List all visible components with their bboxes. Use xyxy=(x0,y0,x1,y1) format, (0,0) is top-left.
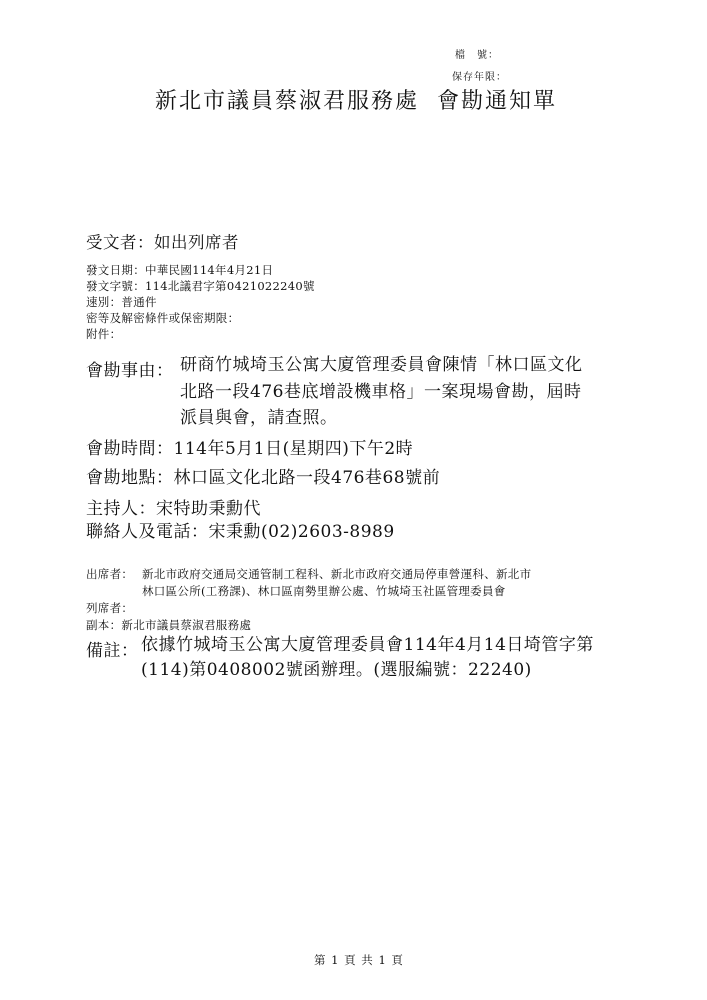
matter-label: 會勘事由： xyxy=(86,361,174,381)
file-number-label: 檔 號： xyxy=(455,50,499,61)
document-title-type: 會勘通知單 xyxy=(437,89,558,114)
copy-recipient: 副本：新北市議員蔡淑君服務處 xyxy=(86,618,252,632)
retention-period-label: 保存年限： xyxy=(452,72,507,83)
attachment: 附件： xyxy=(86,327,122,341)
delivery-speed: 速別：普通件 xyxy=(86,295,157,309)
attendees-line-1: 新北市政府交通局交通管制工程科、新北市政府交通局停車營運科、新北市 xyxy=(142,567,532,581)
matter-line-2: 北路一段476巷底增設機車格」一案現場會勘，屆時 xyxy=(180,382,582,402)
recipient-line: 受文者：如出列席者 xyxy=(86,233,239,252)
inspection-location: 會勘地點：林口區文化北路一段476巷68號前 xyxy=(86,468,441,488)
document-number: 發文字號：114北議君字第0421022240號 xyxy=(86,279,315,293)
document-title-org: 新北市議員蔡淑君服務處 xyxy=(155,89,420,114)
remarks-line-2: (114)第0408002號函辦理。(選服編號：22240) xyxy=(141,660,532,680)
host: 主持人：宋特助秉勳代 xyxy=(86,499,261,519)
secrecy-level: 密等及解密條件或保密期限： xyxy=(86,311,240,325)
contact: 聯絡人及電話：宋秉勳(02)2603-8989 xyxy=(86,522,395,542)
attendees-label: 出席者： xyxy=(86,567,134,581)
remarks-label: 備註： xyxy=(86,641,139,661)
remarks-line-1: 依據竹城埼玉公寓大廈管理委員會114年4月14日埼管字第 xyxy=(141,635,594,655)
page-number: 第 1 頁 共 1 頁 xyxy=(314,953,404,967)
attendees-line-2: 林口區公所(工務課)、林口區南勢里辦公處、竹城埼玉社區管理委員會 xyxy=(142,584,506,598)
observers-label: 列席者： xyxy=(86,601,134,615)
issue-date: 發文日期：中華民國114年4月21日 xyxy=(86,263,274,277)
matter-line-1: 研商竹城埼玉公寓大廈管理委員會陳情「林口區文化 xyxy=(180,355,583,375)
inspection-time: 會勘時間：114年5月1日(星期四)下午2時 xyxy=(86,439,414,459)
matter-line-3: 派員與會，請查照。 xyxy=(180,408,338,428)
